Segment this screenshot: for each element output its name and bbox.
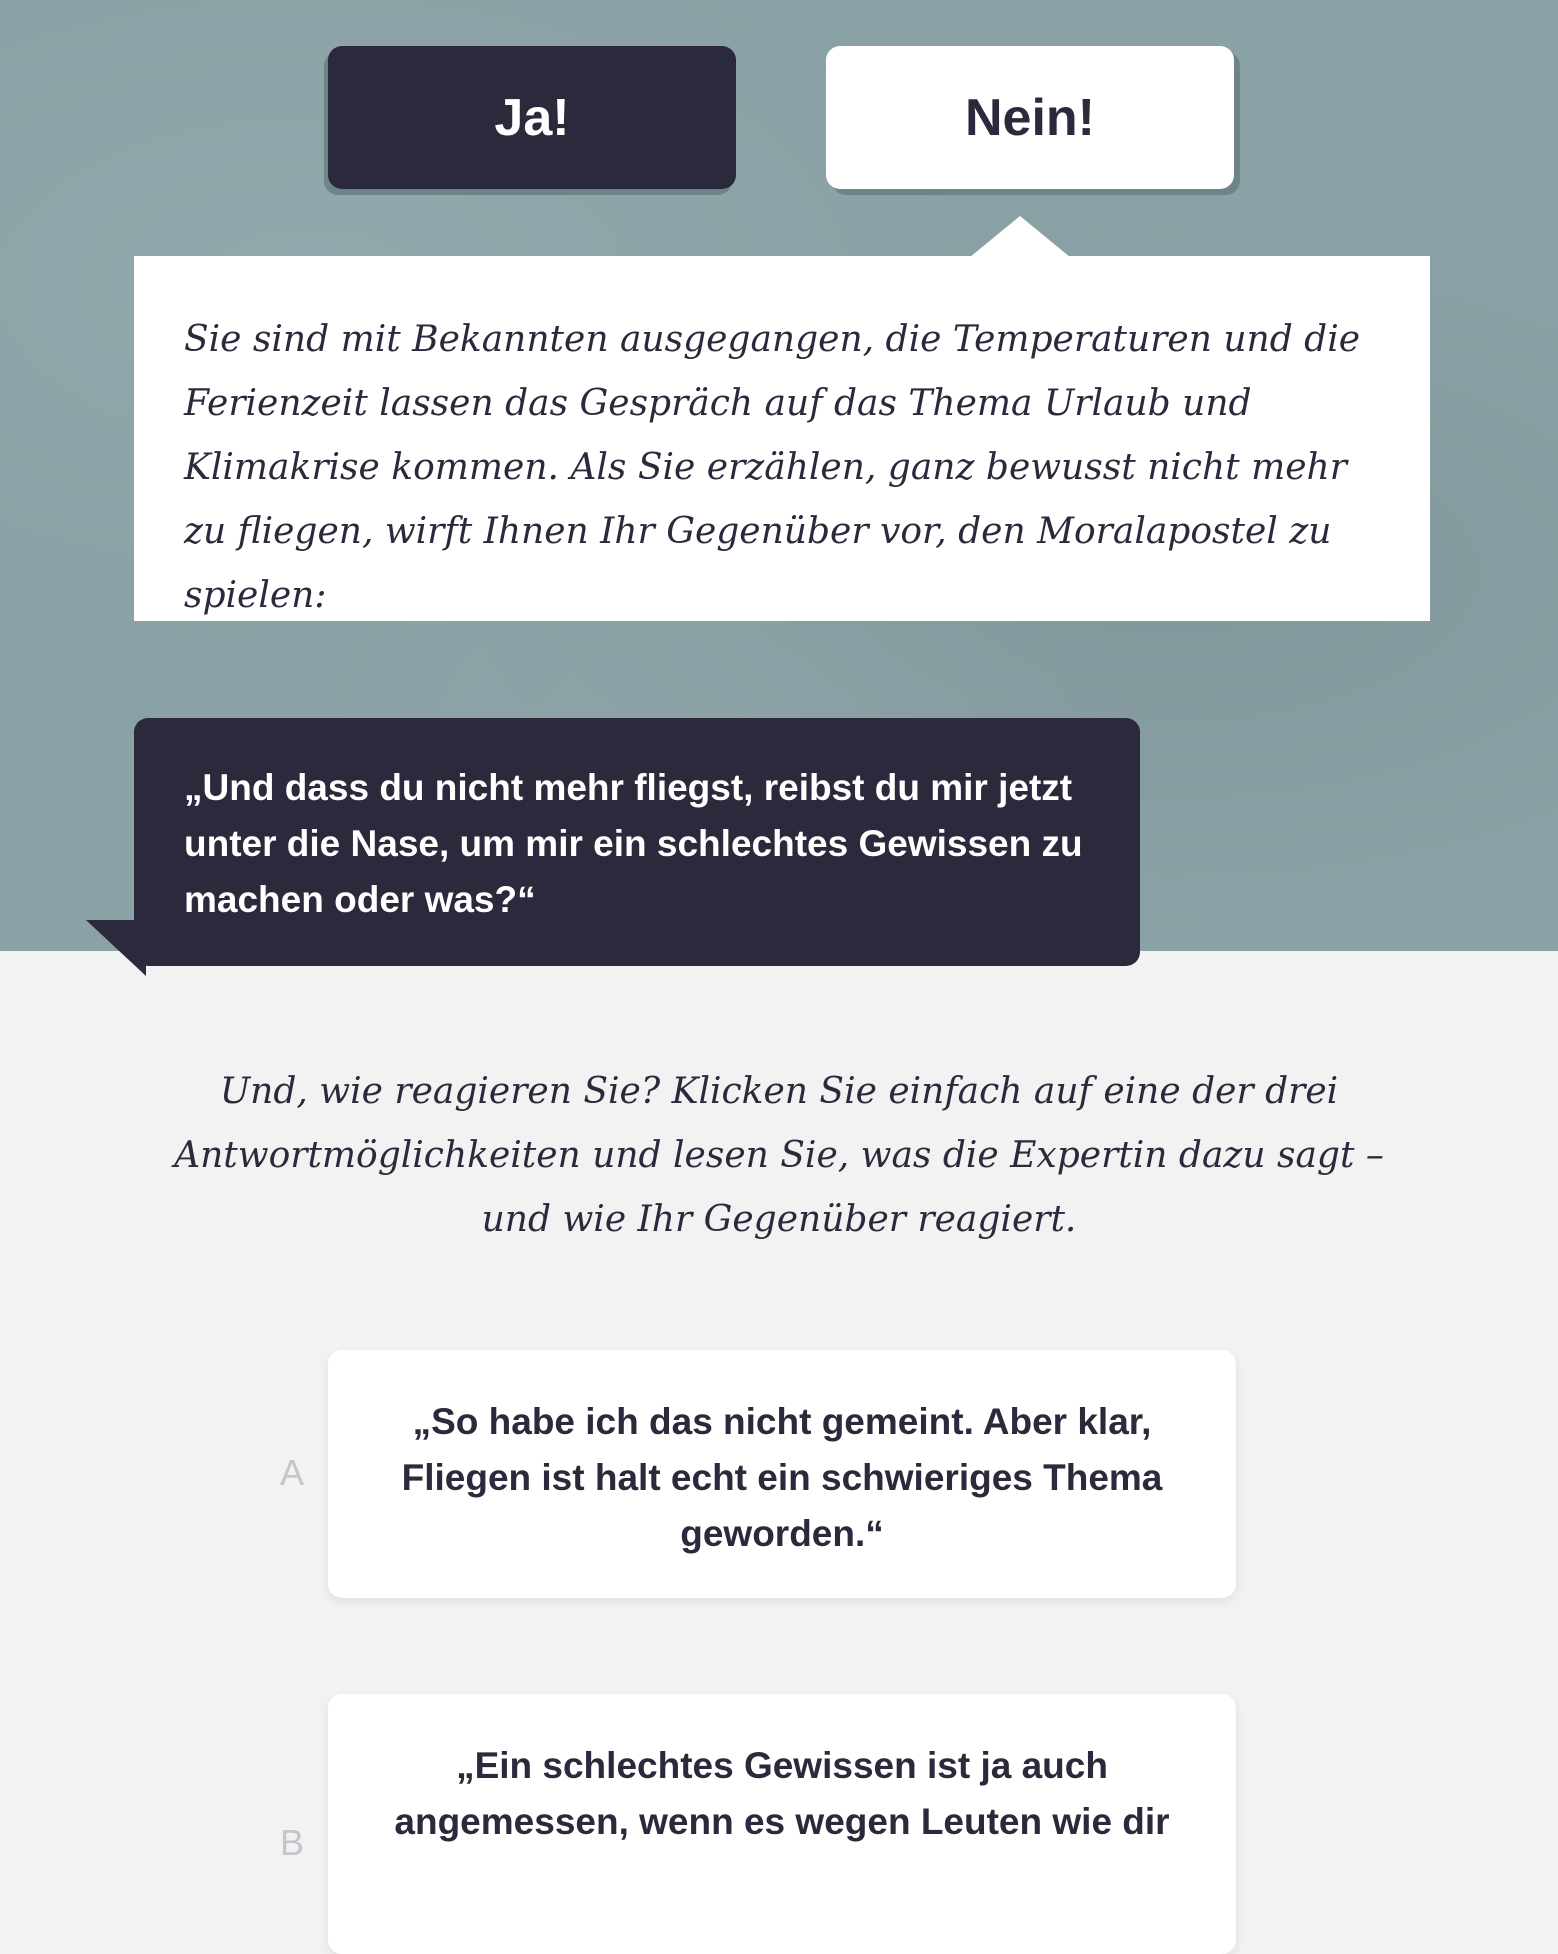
scenario-box xyxy=(134,256,1430,621)
no-button[interactable]: Nein! xyxy=(826,46,1234,189)
yes-button[interactable]: Ja! xyxy=(328,46,736,189)
counterpart-quote: „Und dass du nicht mehr fliegst, reibst du mir jetzt unter die Nase, um mir ein schlechtes Gewissen zu machen oder was?“ xyxy=(184,767,1083,920)
option-letter-b: B xyxy=(279,1822,304,1863)
instruction-text: Und, wie reagieren Sie? Klicken Sie einfach auf eine der drei Antwortmöglichkeiten und lesen Sie, was die Expertin dazu sagt – und wie Ihr Gegenüber reagiert. xyxy=(174,1071,1384,1240)
answer-option-a[interactable]: „So habe ich das nicht gemeint. Aber klar, Fliegen ist halt echt ein schwieriges Thema geworden.“ xyxy=(328,1350,1236,1598)
option-letter-a: A xyxy=(279,1452,304,1493)
scenario-text: Sie sind mit Bekannten ausgegangen, die Temperaturen und die Ferienzeit lassen das Gespräch auf das Thema Urlaub und Klimakrise kommen. Als Sie erzählen, ganz bewusst nicht mehr zu fliegen, wirft Ihnen Ihr Gegenüber vor, den Moralapostel zu spielen: xyxy=(184,319,1361,616)
counterpart-speech-bubble xyxy=(134,718,1140,966)
answer-option-b[interactable]: „Ein schlechtes Gewissen ist ja auch angemessen, wenn es wegen Leuten wie dir xyxy=(328,1694,1236,1954)
scenario-box-pointer xyxy=(970,216,1070,257)
